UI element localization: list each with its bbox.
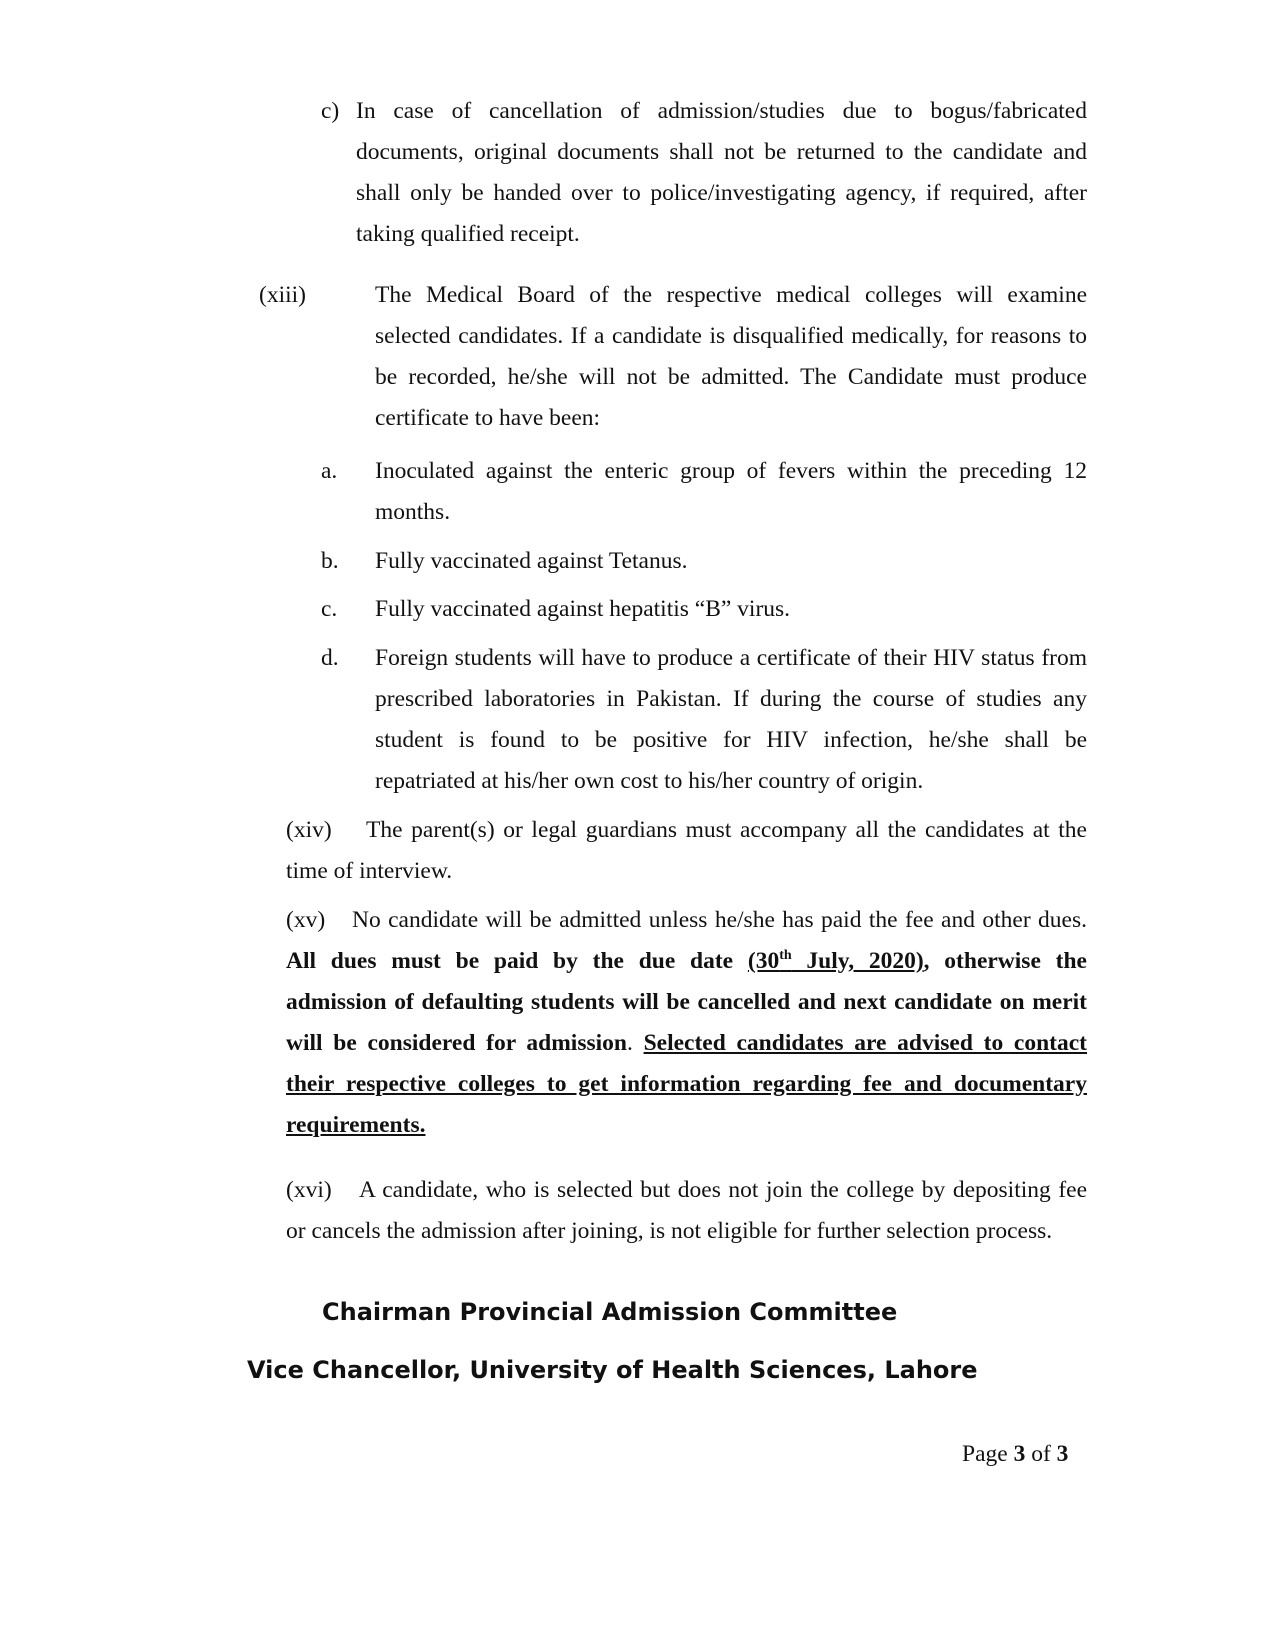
signature-title: Chairman Provincial Admission Committee bbox=[322, 1298, 898, 1326]
item-c-line-4: taking qualified receipt. bbox=[356, 221, 580, 247]
item-xiii-line-1: The Medical Board of the respective medical colleges will examine bbox=[375, 282, 1087, 308]
item-c-line-2: documents, original documents shall not be returned to the candidate and bbox=[356, 139, 1087, 165]
item-c-line-3: shall only be handed over to police/investigating agency, if required, after bbox=[356, 180, 1087, 206]
advice-line-3: requirements. bbox=[286, 1112, 426, 1138]
due-date-text-end: , otherwise the bbox=[923, 948, 1087, 974]
subitem-a-marker: a. bbox=[321, 458, 338, 484]
subitem-c-marker: c. bbox=[321, 596, 338, 622]
subitem-d-line-1: Foreign students will have to produce a certificate of their HIV status from bbox=[375, 645, 1087, 671]
item-xiii-line-3: be recorded, he/she will not be admitted. The Candidate must produce bbox=[375, 364, 1087, 390]
item-xv-bold-line-1 bbox=[286, 941, 1087, 982]
item-xv-line-1: No candidate will be admitted unless he/she has paid the fee and other dues. bbox=[352, 907, 1087, 933]
item-xiii-line-4: certificate to have been: bbox=[375, 405, 601, 431]
subitem-d-line-3: student is found to be positive for HIV infection, he/she shall be bbox=[375, 727, 1087, 753]
subitem-d-line-2: prescribed laboratories in Pakistan. If during the course of studies any bbox=[375, 686, 1087, 712]
subitem-a-line-2: months. bbox=[375, 499, 451, 525]
admission-consideration: will be considered for admission bbox=[286, 1030, 627, 1056]
advice-line-1: Selected candidates are advised to contact bbox=[643, 1030, 1088, 1056]
item-xiii-marker: (xiii) bbox=[259, 282, 306, 308]
item-c-line-1: In case of cancellation of admission/studies due to bogus/fabricated bbox=[356, 98, 1087, 124]
subitem-c-line-1: Fully vaccinated against hepatitis “B” virus. bbox=[375, 596, 791, 622]
item-xiv-line-2: time of interview. bbox=[286, 858, 453, 884]
advice-line-2: their respective colleges to get information regarding fee and documentary bbox=[286, 1071, 1087, 1097]
subitem-a-line-1: Inoculated against the enteric group of fevers within the preceding 12 bbox=[375, 458, 1087, 484]
subitem-d-marker: d. bbox=[321, 645, 339, 671]
item-xv-line-3: will be considered for admission. Selected candidates are advised to contact bbox=[286, 1030, 1088, 1056]
item-xv-marker: (xv) bbox=[286, 907, 326, 933]
item-xiv-line-1: The parent(s) or legal guardians must accompany all the candidates at the bbox=[366, 817, 1087, 843]
item-xvi-line-1: A candidate, who is selected but does not join the college by depositing fee bbox=[359, 1177, 1087, 1203]
signature-affiliation: Vice Chancellor, University of Health Sciences, Lahore bbox=[247, 1356, 978, 1384]
page-number: Page 3 of 3 bbox=[962, 1441, 1069, 1467]
item-c-marker: c) bbox=[321, 98, 340, 124]
subitem-b-marker: b. bbox=[321, 548, 339, 574]
item-xvi-marker: (xvi) bbox=[286, 1177, 332, 1203]
subitem-d-line-4: repatriated at his/her own cost to his/her country of origin. bbox=[375, 768, 924, 794]
item-xiii-line-2: selected candidates. If a candidate is disqualified medically, for reasons to bbox=[375, 323, 1087, 349]
due-date: (30th July, 2020) bbox=[747, 948, 924, 974]
item-xiv-marker: (xiv) bbox=[286, 817, 332, 843]
item-xvi-line-2: or cancels the admission after joining, is not eligible for further selection process. bbox=[286, 1218, 1053, 1244]
item-xv-bold-line-2: admission of defaulting students will be cancelled and next candidate on merit bbox=[286, 989, 1087, 1015]
due-date-text: All dues must be paid by the due date bbox=[286, 948, 748, 974]
subitem-b-line-1: Fully vaccinated against Tetanus. bbox=[375, 548, 688, 574]
